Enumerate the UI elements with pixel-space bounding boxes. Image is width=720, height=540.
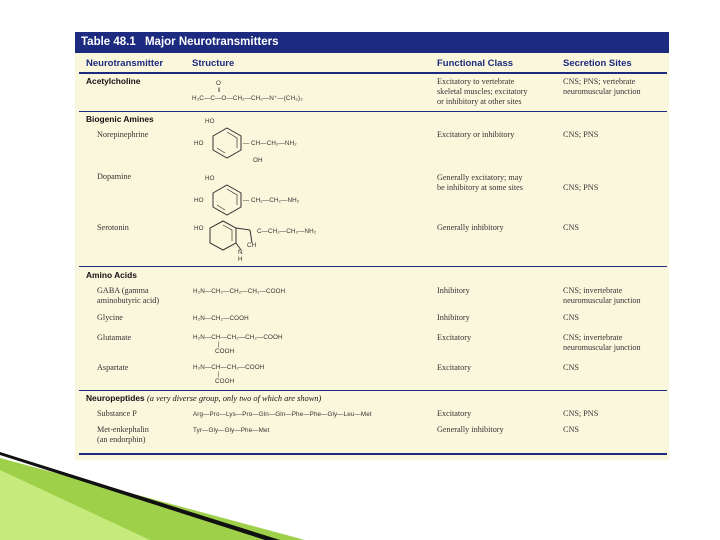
glutamate-structure: H₂N—CH—CH₂—CH₂—COOH bbox=[193, 334, 283, 341]
glutamate-sites-2: neuromuscular junction bbox=[563, 343, 641, 352]
serotonin-ho: HO bbox=[194, 225, 204, 232]
table-header-row bbox=[75, 56, 669, 72]
acetylcholine-func-3: or inhibitory at other sites bbox=[437, 97, 522, 106]
dopamine-chain: CH₂—CH₂—NH₂ bbox=[251, 197, 300, 204]
section-divider-3 bbox=[79, 390, 667, 391]
glutamate-func: Excitatory bbox=[437, 333, 472, 342]
norepinephrine-bond: — bbox=[243, 140, 250, 147]
serotonin-h: H bbox=[238, 256, 243, 263]
row-norepinephrine-name: Norepinephrine bbox=[97, 130, 149, 139]
norepinephrine-sites: CNS; PNS bbox=[563, 130, 599, 139]
dopamine-ho-top: HO bbox=[205, 175, 215, 182]
met-enkephalin-structure: Tyr—Gly—Gly—Phe—Met bbox=[193, 427, 270, 434]
header-neurotransmitter: Neurotransmitter bbox=[86, 58, 164, 69]
acetylcholine-sites-2: neuromuscular junction bbox=[563, 87, 641, 96]
glycine-func: Inhibitory bbox=[437, 313, 470, 322]
row-gaba-name-1: GABA (gamma bbox=[97, 286, 149, 295]
serotonin-sites: CNS bbox=[563, 223, 579, 232]
substance-p-structure: Arg—Pro—Lys—Pro—Gln—Gln—Phe—Phe—Gly—Leu—Met bbox=[193, 411, 372, 418]
row-aspartate-name: Aspartate bbox=[97, 363, 129, 372]
norepinephrine-oh: OH bbox=[253, 157, 263, 164]
acetylcholine-double-bond: ‖ bbox=[218, 88, 221, 94]
serotonin-ch: CH bbox=[247, 242, 257, 249]
row-met-enkephalin-name-2: (an endorphin) bbox=[97, 435, 146, 444]
substance-p-func: Excitatory bbox=[437, 409, 472, 418]
table-number: Table 48.1 bbox=[81, 36, 136, 48]
gaba-sites-2: neuromuscular junction bbox=[563, 296, 641, 305]
dopamine-ho-left: HO bbox=[194, 197, 204, 204]
aspartate-func: Excitatory bbox=[437, 363, 472, 372]
acetylcholine-func-2: skeletal muscles; excitatory bbox=[437, 87, 528, 96]
row-met-enkephalin-name-1: Met-enkephalin bbox=[97, 425, 149, 434]
acetylcholine-func-1: Excitatory to vertebrate bbox=[437, 77, 515, 86]
met-enkephalin-func: Generally inhibitory bbox=[437, 425, 504, 434]
norepinephrine-func: Excitatory or inhibitory bbox=[437, 130, 515, 139]
row-dopamine-name: Dopamine bbox=[97, 172, 132, 181]
dopamine-sites: CNS; PNS bbox=[563, 183, 599, 192]
serotonin-n: N bbox=[238, 249, 243, 256]
norepinephrine-chain: CH—CH₂—NH₂ bbox=[251, 140, 297, 147]
substance-p-sites: CNS; PNS bbox=[563, 409, 599, 418]
acetylcholine-sites-1: CNS; PNS; vertebrate bbox=[563, 77, 636, 86]
dopamine-benzene-ring bbox=[210, 183, 244, 217]
section-divider-1 bbox=[79, 111, 667, 112]
neuropeptides-note: (a very diverse group, only two of which are shown) bbox=[146, 394, 322, 403]
table-title-bar bbox=[75, 32, 669, 53]
neuropeptides-title: Neuropeptides bbox=[86, 393, 145, 403]
row-glutamate-name: Glutamate bbox=[97, 333, 132, 342]
row-serotonin-name: Serotonin bbox=[97, 223, 129, 232]
glycine-structure: H₂N—CH₂—COOH bbox=[193, 315, 249, 322]
met-enkephalin-sites: CNS bbox=[563, 425, 579, 434]
section-neuropeptides bbox=[86, 393, 321, 405]
aspartate-bond: | bbox=[218, 372, 220, 378]
glutamate-sites-1: CNS; invertebrate bbox=[563, 333, 623, 342]
header-functional-class: Functional Class bbox=[437, 58, 514, 69]
row-substance-p-name: Substance P bbox=[97, 409, 137, 418]
norepinephrine-benzene-ring bbox=[210, 126, 244, 160]
section-biogenic-amines: Biogenic Amines bbox=[86, 114, 154, 124]
glutamate-sub: COOH bbox=[215, 348, 235, 355]
row-acetylcholine-name: Acetylcholine bbox=[86, 76, 141, 86]
gaba-structure: H₂N—CH₂—CH₂—CH₂—COOH bbox=[193, 288, 286, 295]
dopamine-func-1: Generally excitatory; may bbox=[437, 173, 523, 182]
aspartate-structure: H₂N—CH—CH₂—COOH bbox=[193, 364, 265, 371]
norepinephrine-ho-left: HO bbox=[194, 140, 204, 147]
glutamate-bond: | bbox=[218, 342, 220, 348]
table-title: Major Neurotransmitters bbox=[144, 36, 279, 48]
row-gaba-name-2: aminobutyric acid) bbox=[97, 296, 160, 305]
acetylcholine-carbonyl-o: O bbox=[216, 80, 221, 87]
header-secretion-sites: Secretion Sites bbox=[563, 58, 632, 69]
table-bottom-rule bbox=[79, 453, 667, 455]
acetylcholine-structure: H₃C—C—O—CH₂—CH₂—N⁺—(CH₃)₃ bbox=[192, 95, 303, 102]
section-divider-2 bbox=[79, 266, 667, 267]
gaba-func: Inhibitory bbox=[437, 286, 470, 295]
dopamine-bond: — bbox=[243, 197, 250, 204]
gaba-sites-1: CNS; invertebrate bbox=[563, 286, 623, 295]
aspartate-sub: COOH bbox=[215, 378, 235, 385]
serotonin-func: Generally inhibitory bbox=[437, 223, 504, 232]
dopamine-func-2: be inhibitory at some sites bbox=[437, 183, 523, 192]
glycine-sites: CNS bbox=[563, 313, 579, 322]
section-amino-acids: Amino Acids bbox=[86, 270, 137, 280]
row-glycine-name: Glycine bbox=[97, 313, 123, 322]
header-structure: Structure bbox=[192, 58, 235, 69]
header-divider bbox=[79, 72, 667, 74]
norepinephrine-ho-top: HO bbox=[205, 118, 215, 125]
aspartate-sites: CNS bbox=[563, 363, 579, 372]
serotonin-chain: C—CH₂—CH₂—NH₂ bbox=[257, 228, 317, 235]
